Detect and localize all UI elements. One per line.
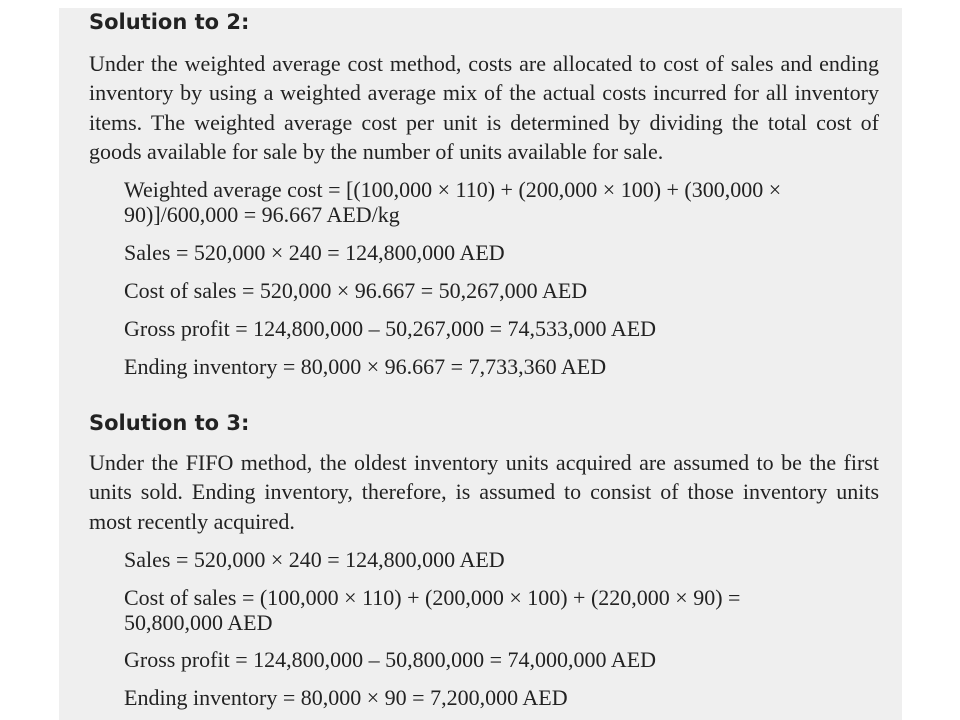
solution-2-paragraph: Under the weighted average cost method, costs are allocated to cost of sales and ending inventory by using a weighted average mix of the actual costs incurred for all inventory items. The weighted average cost per unit is determined by dividing the total cost of goods available for sale by the number of units available for sale. — [89, 51, 879, 165]
fifo-cost-of-sales-line-1: Cost of sales = (100,000 × 110) + (200,000 × 100) + (220,000 × 90) = — [124, 585, 741, 610]
fifo-cost-of-sales-line-2: 50,800,000 AED — [124, 610, 273, 635]
weighted-average-cost-line-1: Weighted average cost = [(100,000 × 110) + (200,000 × 100) + (300,000 × — [124, 177, 782, 202]
fifo-sales-equation: Sales = 520,000 × 240 = 124,800,000 AED — [124, 547, 505, 572]
weighted-average-cost-equation — [124, 177, 864, 227]
wa-cost-of-sales-equation: Cost of sales = 520,000 × 96.667 = 50,267,000 AED — [124, 278, 588, 303]
wa-sales-equation: Sales = 520,000 × 240 = 124,800,000 AED — [124, 240, 505, 265]
solution-3-heading: Solution to 3: — [89, 411, 250, 435]
wa-ending-inventory-equation: Ending inventory = 80,000 × 96.667 = 7,733,360 AED — [124, 354, 607, 379]
fifo-cost-of-sales-equation — [124, 585, 864, 635]
wa-gross-profit-equation: Gross profit = 124,800,000 – 50,267,000 = 74,533,000 AED — [124, 316, 657, 341]
fifo-gross-profit-equation: Gross profit = 124,800,000 – 50,800,000 = 74,000,000 AED — [124, 647, 657, 672]
weighted-average-cost-line-2: 90)]/600,000 = 96.667 AED/kg — [124, 202, 400, 227]
solution-2-heading: Solution to 2: — [89, 10, 250, 34]
fifo-ending-inventory-equation: Ending inventory = 80,000 × 90 = 7,200,000 AED — [124, 685, 568, 710]
solution-3-paragraph: Under the FIFO method, the oldest inventory units acquired are assumed to be the first units sold. Ending inventory, therefore, is assumed to consist of those inventory units most recently acquired. — [89, 450, 879, 534]
